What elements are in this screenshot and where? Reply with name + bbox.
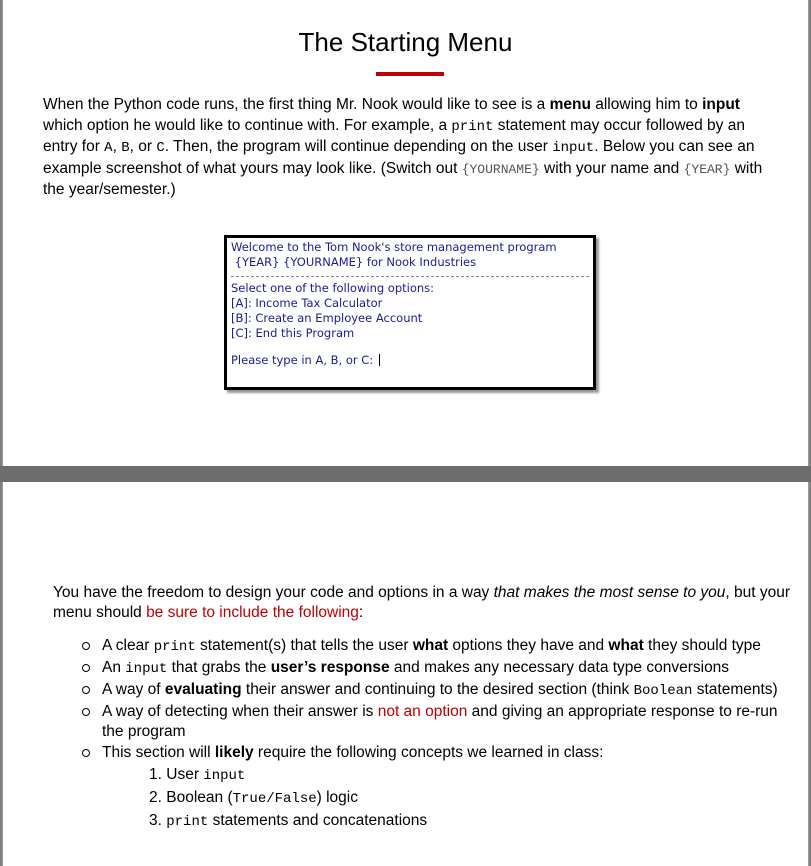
inline-code: input — [125, 661, 168, 677]
text: and makes any necessary data type conversions — [389, 659, 730, 676]
console-option-b: [B]: Create an Employee Account — [231, 311, 423, 325]
text: statements) — [692, 681, 778, 698]
red-text: not an option — [377, 703, 468, 720]
text: ) logic — [316, 789, 358, 806]
text: User — [166, 766, 204, 783]
text: require the following concepts we learned in class: — [253, 744, 604, 761]
inline-code: input — [552, 140, 595, 156]
hollow-bullet-icon — [82, 686, 90, 694]
console-option-a: [A]: Income Tax Calculator — [231, 296, 383, 310]
console-line-prompt-header: Select one of the following options: — [231, 281, 435, 295]
inline-code: print — [451, 118, 494, 135]
bold-text: input — [702, 96, 740, 113]
page-title: The Starting Menu — [298, 27, 513, 57]
text: . Below you can see an example screenshot of what yours may look like. (Switch out — [43, 138, 755, 177]
text: This section will — [102, 744, 215, 761]
text: statements and concatenations — [208, 812, 428, 829]
bold-text: likely — [214, 744, 254, 761]
bold-text: menu — [549, 96, 591, 113]
text: Boolean ( — [166, 789, 233, 806]
text: and giving an appropriate response to re-run the program — [102, 703, 778, 740]
list-number: 3. — [149, 812, 162, 829]
concepts-list — [102, 764, 797, 833]
title-underline — [376, 72, 444, 76]
text: When the Python code runs, the first thing Mr. Nook would like to see is a — [43, 96, 550, 113]
text: their answer and continuing to the desired section (think — [241, 681, 634, 698]
list-number: 1. — [149, 766, 162, 783]
text: statement(s) that tells the user — [195, 637, 413, 654]
text: A way of — [102, 681, 165, 698]
intro-paragraph — [43, 95, 773, 201]
text: allowing him to — [590, 96, 703, 113]
inline-code: C — [156, 140, 165, 156]
text: , but your menu should — [53, 584, 791, 621]
console-screenshot — [224, 235, 596, 390]
hollow-bullet-icon — [82, 708, 90, 716]
italic-text: that makes the most sense to you — [493, 584, 726, 601]
requirements-intro — [53, 583, 793, 623]
console-line-credits: {YEAR} {YOURNAME} for Nook Industries — [231, 255, 477, 269]
text: that grabs the — [167, 659, 271, 676]
text: options they have and — [448, 637, 609, 654]
text: statement may occur followed by an entry for — [43, 116, 745, 155]
text: which option he would like to continue with. For example, a — [43, 116, 452, 134]
console-prompt-text: Please type in A, B, or C: — [231, 353, 377, 367]
inline-code: print — [166, 814, 209, 830]
console-option-c: [C]: End this Program — [231, 326, 355, 340]
inline-code: Boolean — [633, 683, 693, 699]
bold-text: what — [608, 637, 644, 654]
page-separator — [0, 466, 811, 482]
document-page-2 — [2, 482, 809, 866]
text: with the year/semester.) — [43, 159, 763, 198]
list-number: 2. — [149, 789, 162, 806]
requirements-list — [82, 636, 797, 834]
text-cursor — [379, 354, 380, 366]
red-text: be sure to include the following — [146, 604, 359, 621]
concept-item — [149, 810, 797, 833]
bold-text: evaluating — [164, 681, 242, 698]
text: , — [112, 138, 122, 155]
text: An — [102, 659, 126, 676]
inline-code: {YEAR} — [683, 161, 731, 177]
text: , or — [129, 138, 157, 155]
hollow-bullet-icon — [82, 642, 90, 650]
concept-item — [149, 764, 797, 787]
inline-code: {YOURNAME} — [461, 161, 540, 177]
console-divider — [231, 276, 589, 277]
list-item — [82, 658, 797, 679]
inline-code: print — [153, 639, 196, 655]
inline-code: input — [203, 768, 246, 784]
text: A clear — [102, 637, 154, 654]
hollow-bullet-icon — [82, 749, 90, 757]
inline-code: True/False — [232, 791, 317, 807]
bold-text: user’s response — [270, 659, 390, 676]
console-line-welcome: Welcome to the Tom Nook's store management program — [231, 240, 557, 254]
text: A way of detecting when their answer is — [102, 703, 378, 720]
list-item — [82, 743, 797, 833]
concept-item — [149, 787, 797, 810]
inline-code: A — [104, 140, 113, 156]
text: . Then, the program will continue depending on the user — [164, 138, 553, 155]
console-input-prompt — [231, 353, 589, 368]
text: You have the freedom to design your code and options in a way — [53, 584, 494, 601]
document-page-1 — [2, 0, 809, 466]
list-item — [82, 636, 797, 657]
text: they should type — [643, 637, 761, 654]
text: : — [358, 604, 364, 621]
text: with your name and — [539, 159, 684, 177]
list-item — [82, 680, 797, 701]
list-item — [82, 702, 797, 742]
bold-text: what — [412, 637, 449, 654]
hollow-bullet-icon — [82, 664, 90, 672]
inline-code: B — [121, 140, 130, 156]
